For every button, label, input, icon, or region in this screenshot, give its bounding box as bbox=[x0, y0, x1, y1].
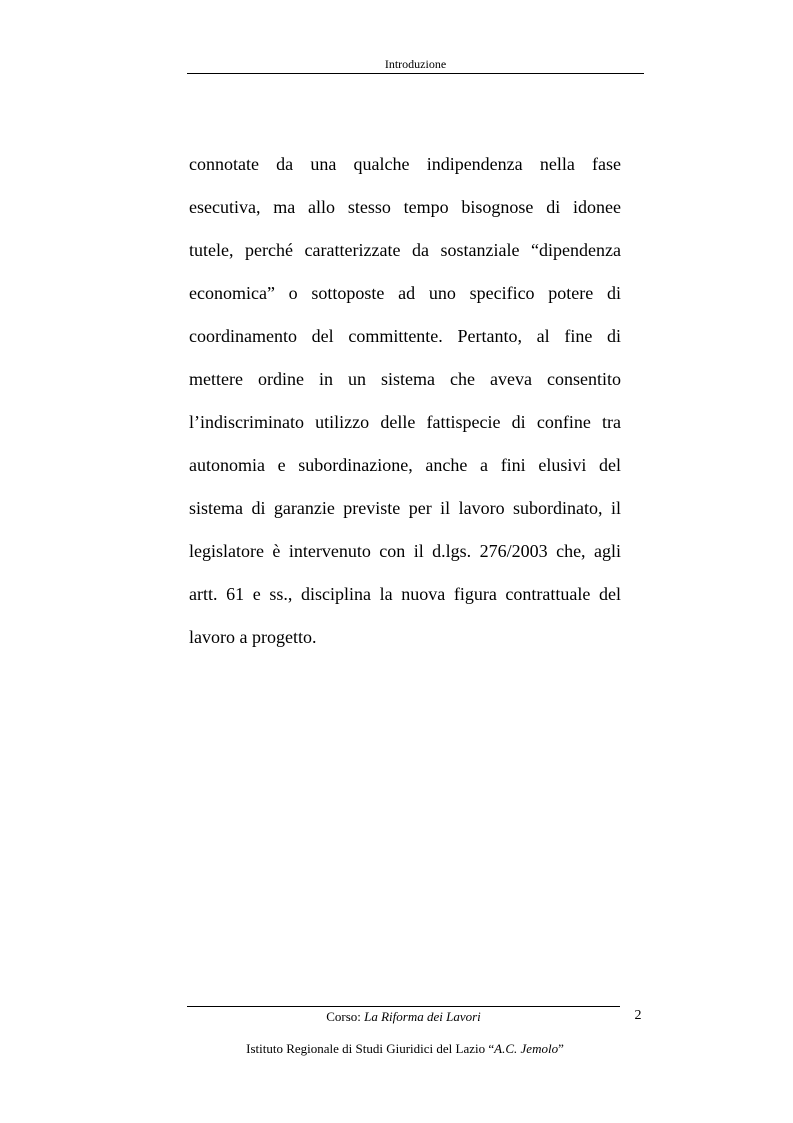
body-line: lavoro a progetto. bbox=[189, 627, 317, 647]
body-line: connotate da una qualche indipendenza nella fase bbox=[189, 154, 621, 174]
footer-course bbox=[187, 1009, 620, 1025]
body-line: tutele, perché caratterizzate da sostanziale “dipendenza bbox=[189, 240, 621, 260]
body-line: artt. 61 e ss., disciplina la nuova figura contrattuale del bbox=[189, 584, 621, 604]
body-line: mettere ordine in un sistema che aveva consentito bbox=[189, 369, 621, 389]
header-rule bbox=[187, 73, 644, 74]
running-header-title: Introduzione bbox=[384, 57, 447, 71]
body-line: esecutiva, ma allo stesso tempo bisognose di idonee bbox=[189, 197, 621, 217]
body-line: economica” o sottoposte ad uno specifico potere di bbox=[189, 283, 621, 303]
page-number: 2 bbox=[634, 1008, 642, 1023]
footer-institute-name: A.C. Jemolo bbox=[494, 1041, 559, 1056]
body-line: legislatore è intervenuto con il d.lgs. 276/2003 che, agli bbox=[189, 541, 621, 561]
footer-institute-prefix: Istituto Regionale di Studi Giuridici del Lazio “ bbox=[246, 1041, 495, 1056]
footer-course-label: Corso: bbox=[326, 1009, 365, 1024]
footer-rule bbox=[187, 1006, 620, 1007]
body-paragraph bbox=[189, 143, 621, 659]
body-line: autonomia e subordinazione, anche a fini elusivi del bbox=[189, 455, 621, 475]
footer-course-name: La Riforma dei Lavori bbox=[364, 1009, 481, 1024]
footer-institute-suffix: ” bbox=[558, 1041, 564, 1056]
body-line: sistema di garanzie previste per il lavoro subordinato, il bbox=[189, 498, 621, 518]
body-line: coordinamento del committente. Pertanto, al fine di bbox=[189, 326, 621, 346]
body-line: l’indiscriminato utilizzo delle fattispecie di confine tra bbox=[189, 412, 621, 432]
footer-institute bbox=[160, 1041, 650, 1057]
